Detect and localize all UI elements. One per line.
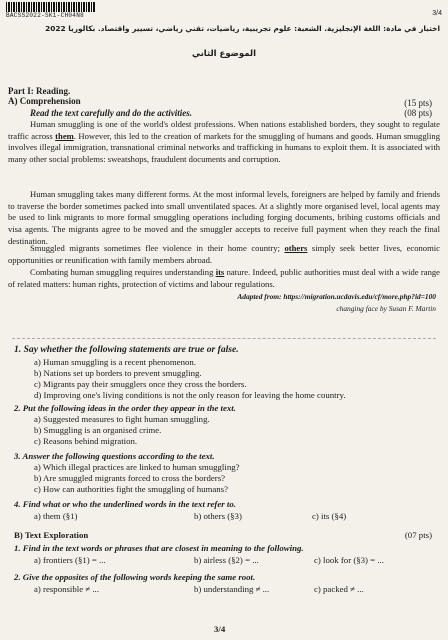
exam-code: BACSS2022-SK1-CH04N8 [6, 12, 85, 19]
b1-b: b) airless (§2) = ... [194, 555, 259, 565]
q1-b: b) Nations set up borders to prevent smuggling. [34, 368, 202, 378]
arabic-header: اختبار في مادة: اللغة الإنجليزية. الشعبة: علوم تجريبية، رياضيات، تقني رياضي، تسيير واقتصاد. بكالوريا 2022 [45, 24, 440, 33]
points-section-a: (08 pts) [404, 108, 432, 118]
q2-title: 2. Put the following ideas in the order they appear in the text. [14, 403, 236, 413]
q3-b: b) Are smuggled migrants forced to cross the borders? [34, 473, 226, 483]
p1-text-b: . However, this led to the creation of markets for the smuggling of humans and goods. Human smuggling involves illegal immigration, transnational criminal networks and trafficking in humans to exploit them. It is associated with many other social problems: sweatshops, fraudulent documents and corruption. [8, 130, 441, 165]
footer-page-number: 3/4 [214, 624, 226, 634]
barcode [6, 2, 96, 12]
q1-c: c) Migrants pay their smugglers once they cross the borders. [34, 379, 247, 389]
q2-a: a) Suggested measures to fight human smuggling. [34, 414, 210, 424]
points-total: (15 pts) [404, 98, 432, 108]
reading-instruction: Read the text carefully and do the activities. [30, 108, 192, 118]
q2-c: c) Reasons behind migration. [34, 436, 138, 446]
b2-c: c) packed ≠ ... [314, 584, 364, 594]
q3-a: a) Which illegal practices are linked to human smuggling? [34, 462, 240, 472]
underlined-its: its [215, 267, 225, 277]
q3-c: c) How can authorities fight the smuggling of humans? [34, 484, 228, 494]
q1-a: a) Human smuggling is a recent phenomenon. [34, 357, 196, 367]
b1-a: a) frontiers (§1) = ... [34, 555, 106, 565]
paragraph-3 [8, 243, 440, 266]
p3-text-b: simply seek better lives, economic opportunities or reunification with family members abroad. [8, 243, 440, 265]
p4-text-b: nature. Indeed, public authorities must deal with a wide range of related matters: human rights, protection of victims and labour regulations. [8, 267, 440, 289]
page-number: 3/4 [432, 10, 442, 17]
section-a-title: A) Comprehension [8, 96, 81, 106]
q4-a: a) them (§1) [34, 511, 78, 521]
arabic-subject-title: الموضوع الثاني [192, 49, 256, 59]
section-b-title: B) Text Exploration [14, 530, 89, 540]
underlined-others: others [284, 243, 308, 253]
paragraph-1 [8, 119, 440, 166]
q4-c: c) its (§4) [312, 511, 347, 521]
source-line-2: changing face by Susan F. Martin [336, 304, 436, 313]
b2-a: a) responsible ≠ ... [34, 584, 99, 594]
p1-text-a: Human smuggling is one of the world's oldest professions. When nations established borders, they sought to regulate traffic across [8, 119, 440, 141]
points-section-b: (07 pts) [404, 530, 432, 540]
b2-b: b) understanding ≠ ... [194, 584, 270, 594]
paragraph-2: Human smuggling takes many different forms. At the most informal levels, foreigners are helped by family and friends to traverse the border sometimes packed into small unventilated spaces. At a slightly more organised level, local agents may be used to link migrants to more formal smuggling operations including forging documents, bribing customs officials and visa agents. The migrants agree to be moved and the smuggler accepts to receive full payment when they reach the final destination. [8, 189, 440, 246]
q2-b: b) Smuggling is an organised crime. [34, 425, 162, 435]
b1-title: 1. Find in the text words or phrases that are closest in meaning to the following. [14, 543, 304, 553]
q3-title: 3. Answer the following questions according to the text. [14, 451, 215, 461]
q4-title: 4. Find what or who the underlined words in the text refer to. [14, 499, 236, 509]
q1-title: 1. Say whether the following statements are true or false. [14, 344, 239, 355]
p4-text-a: Combating human smuggling requires understanding [30, 267, 216, 277]
b2-title: 2. Give the opposites of the following words keeping the same root. [14, 572, 256, 582]
q1-d: d) Improving one's living conditions is not the only reason for leaving the home country. [34, 390, 346, 400]
b1-c: c) look for (§3) = ... [314, 555, 384, 565]
p3-text-a: Smuggled migrants sometimes flee violence in their home country; [30, 243, 285, 253]
part-title: Part I: Reading. [8, 86, 71, 96]
underlined-them: them [55, 130, 74, 141]
q4-b: b) others (§3) [194, 511, 242, 521]
divider [12, 338, 436, 339]
source-line: Adapted from: https://migration.ucdavis.edu/cf/more.php?id=100 [237, 292, 436, 301]
paragraph-4 [8, 267, 440, 290]
